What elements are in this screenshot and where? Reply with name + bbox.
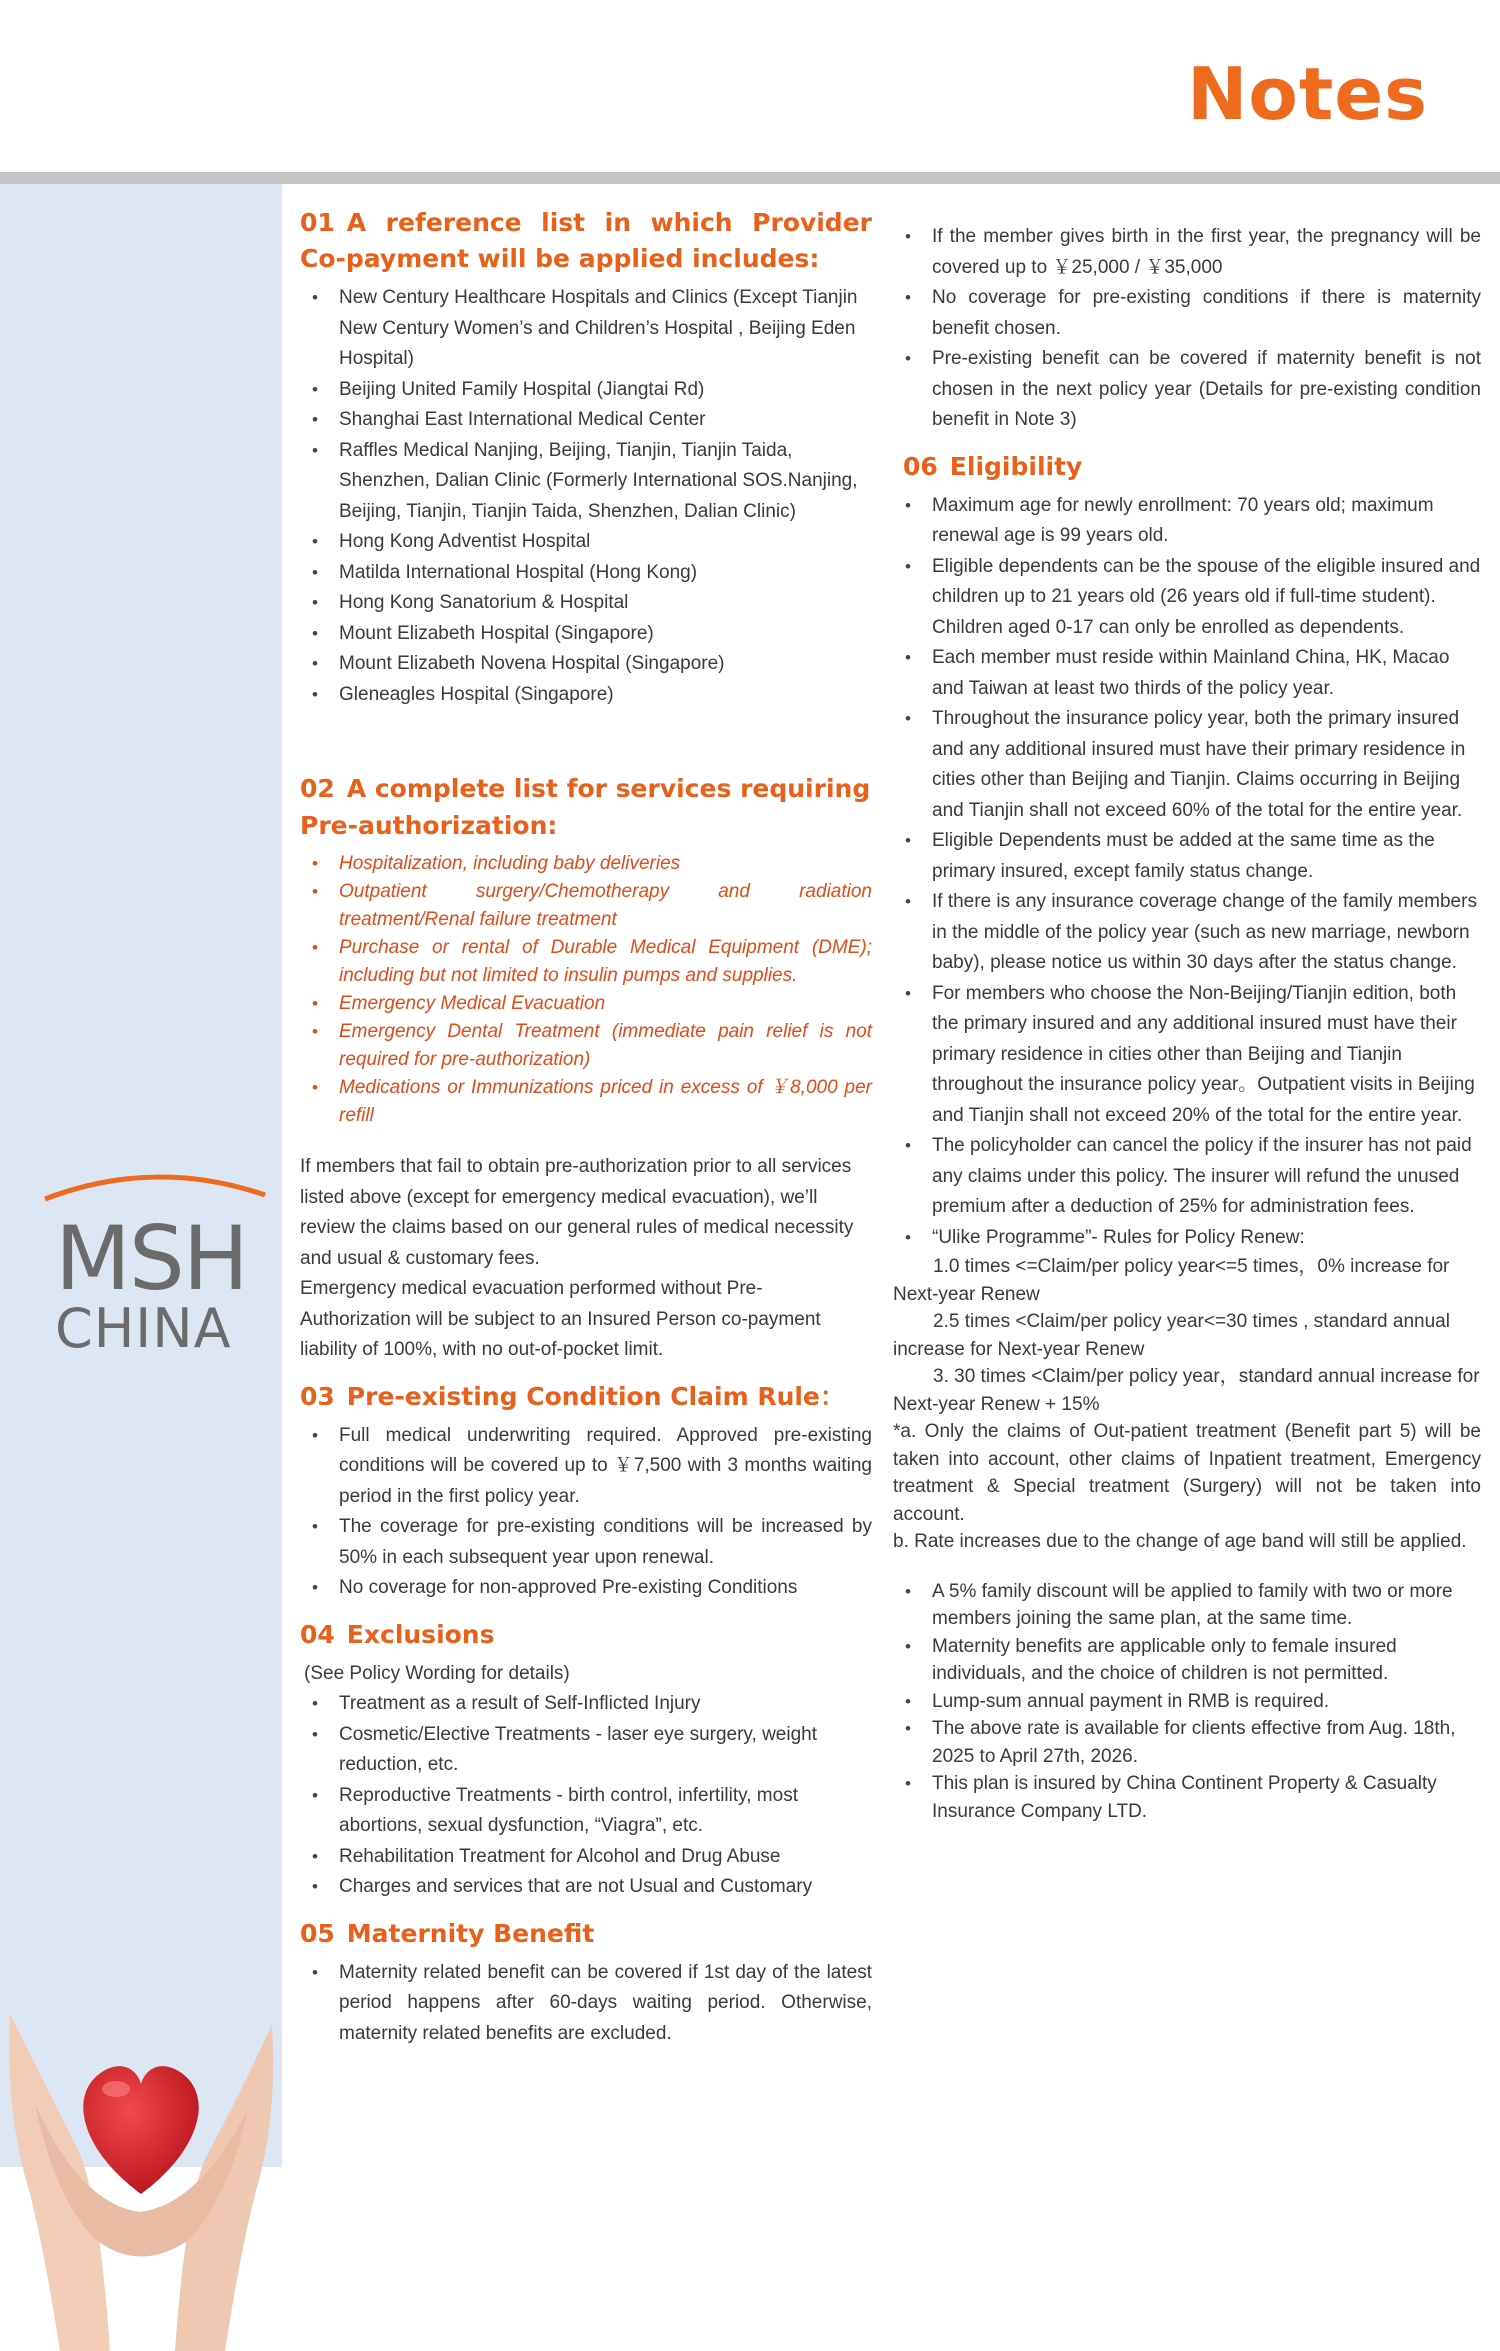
list-item: • The above rate is available for clients effective from Aug. 18th, 2025 to April 27th, 2026. [893, 1715, 1481, 1770]
list-item: • Hospitalization, including baby deliveries [300, 850, 872, 878]
list-item: • Maternity benefits are applicable only to female insured individuals, and the choice of children is not permitted. [893, 1633, 1481, 1688]
maternity-list-part1 [300, 1958, 872, 2050]
list-item: • Maximum age for newly enrollment: 70 years old; maximum renewal age is 99 years old. [893, 491, 1481, 552]
section-title: Eligibility [949, 451, 1083, 481]
list-item: • No coverage for pre-existing conditions if there is maternity benefit chosen. [893, 283, 1481, 344]
renew-rule-2: 2.5 times <Claim/per policy year<=30 times , standard annual increase for Next-year Renew [893, 1311, 1450, 1360]
additional-terms-list [893, 1578, 1481, 1826]
list-item: • If there is any insurance coverage change of the family members in the middle of the policy year (such as new marriage, newborn baby), please notice us within 30 days after the status change. [893, 887, 1481, 979]
section-02-heading [300, 770, 872, 844]
section-title: Exclusions [346, 1619, 495, 1649]
list-item: • Each member must reside within Mainland China, HK, Macao and Taiwan at least two thirds of the policy year. [893, 643, 1481, 704]
list-item: • Full medical underwriting required. Approved pre-existing conditions will be covered up to ￥7,500 with 3 months waiting period in the first policy year. [300, 1421, 872, 1513]
renew-rule-1: 1.0 times <=Claim/per policy year<=5 times，0% increase for Next-year Renew [893, 1256, 1450, 1305]
list-item: • Beijing United Family Hospital (Jiangtai Rd) [300, 375, 872, 406]
section-number: 05 [300, 1918, 335, 1948]
list-item: • Treatment as a result of Self-Inflicted Injury [300, 1689, 872, 1720]
list-item: • New Century Healthcare Hospitals and Clinics (Except Tianjin New Century Women’s and Children’s Hospital , Beijing Eden Hospital) [300, 283, 872, 375]
preexisting-list [300, 1421, 872, 1604]
section-number: 06 [903, 451, 938, 481]
list-item: • Emergency Dental Treatment (immediate pain relief is not required for pre-authorization) [300, 1018, 872, 1074]
msh-china-logo [30, 1169, 260, 1369]
list-item: • Matilda International Hospital (Hong Kong) [300, 558, 872, 589]
header-divider [0, 172, 1500, 184]
section-number: 04 [300, 1619, 335, 1649]
eligibility-list [893, 491, 1481, 1254]
section-06-heading [893, 448, 1481, 485]
list-item: • Cosmetic/Elective Treatments - laser eye surgery, weight reduction, etc. [300, 1720, 872, 1781]
maternity-list-part2 [893, 222, 1481, 436]
section-03-heading [300, 1378, 872, 1415]
section-number: 01 [300, 208, 335, 237]
evacuation-note-paragraph: Emergency medical evacuation performed without Pre-Authorization will be subject to an Insured Person co-payment liability of 100%, with no out-of-pocket limit. [300, 1278, 821, 1360]
list-item: • Emergency Medical Evacuation [300, 990, 872, 1018]
section-title: A reference list in which Provider Co-payment will be applied includes: [300, 208, 872, 273]
list-item: • Pre-existing benefit can be covered if maternity benefit is not chosen in the next policy year (Details for pre-existing condition benefit in Note 3) [893, 344, 1481, 436]
list-item: • Shanghai East International Medical Center [300, 405, 872, 436]
preauth-list [300, 850, 872, 1130]
list-item: • If the member gives birth in the first year, the pregnancy will be covered up to ￥25,000 / ￥35,000 [893, 222, 1481, 283]
list-item: • Eligible dependents can be the spouse of the eligible insured and children up to 21 years old (26 years old if full-time student). Children aged 0-17 can only be enrolled as dependents. [893, 552, 1481, 644]
list-item: • For members who choose the Non-Beijing/Tianjin edition, both the primary insured and any additional insured must have their primary residence in cities other than Beijing and Tianjin throughout the insurance policy year。Outpatient visits in Beijing and Tianjin shall not exceed 20% of the total for the entire year. [893, 979, 1481, 1132]
logo-text-msh: MSH [55, 1207, 247, 1310]
sidebar-panel [0, 184, 282, 2167]
section-01-heading [300, 205, 872, 277]
section-title: A complete list for services requiring Pre-authorization: [300, 774, 871, 840]
renew-rule-3: 3. 30 times <Claim/per policy year，standard annual increase for Next-year Renew + 15% [893, 1366, 1480, 1415]
section-title: Pre-existing Condition Claim Rule： [346, 1381, 845, 1411]
list-item: • Throughout the insurance policy year, both the primary insured and any additional insured must have their primary residence in cities other than Beijing and Tianjin. Claims occurring in Beijing and Tianjin shall not exceed 60% of the total for the entire year. [893, 704, 1481, 826]
renew-note-a: *a. Only the claims of Out-patient treatment (Benefit part 5) will be taken into account, other claims of Inpatient treatment, Emergency treatment & Special treatment (Surgery) will not be taken into account. [893, 1421, 1481, 1525]
list-item: • Medications or Immunizations priced in excess of ￥8,000 per refill [300, 1074, 872, 1130]
list-item: • Eligible Dependents must be added at the same time as the primary insured, except family status change. [893, 826, 1481, 887]
list-item: • The coverage for pre-existing conditions will be increased by 50% in each subsequent year upon renewal. [300, 1512, 872, 1573]
list-item: • Charges and services that are not Usual and Customary [300, 1872, 872, 1903]
logo-text-china: CHINA [55, 1297, 232, 1360]
list-item: • No coverage for non-approved Pre-existing Conditions [300, 1573, 872, 1604]
list-item: • Maternity related benefit can be covered if 1st day of the latest period happens after 60-days waiting period. Otherwise, maternity related benefits are excluded. [300, 1958, 872, 2050]
list-item: • Gleneagles Hospital (Singapore) [300, 680, 872, 711]
list-item: • “Ulike Programme”- Rules for Policy Renew: [893, 1223, 1481, 1254]
list-item: • Hong Kong Sanatorium & Hospital [300, 588, 872, 619]
section-04-heading [300, 1616, 872, 1653]
left-column [300, 205, 872, 2049]
list-item: • Mount Elizabeth Hospital (Singapore) [300, 619, 872, 650]
section-number: 02 [300, 774, 335, 803]
exclusions-note: (See Policy Wording for details) [304, 1662, 570, 1684]
list-item: • This plan is insured by China Continent Property & Casualty Insurance Company LTD. [893, 1770, 1481, 1825]
right-column [893, 222, 1481, 1825]
list-item: • Rehabilitation Treatment for Alcohol and Drug Abuse [300, 1842, 872, 1873]
list-item: • The policyholder can cancel the policy if the insurer has not paid any claims under this policy. The insurer will refund the unused premium after a deduction of 25% for administration fees. [893, 1131, 1481, 1223]
page-title: Notes [1187, 52, 1428, 136]
exclusions-list [300, 1689, 872, 1903]
renew-note-b: b. Rate increases due to the change of age band will still be applied. [893, 1531, 1467, 1552]
section-05-heading [300, 1915, 872, 1952]
list-item: • Hong Kong Adventist Hospital [300, 527, 872, 558]
provider-list [300, 283, 872, 710]
list-item: • Lump-sum annual payment in RMB is required. [893, 1688, 1481, 1716]
section-title: Maternity Benefit [346, 1918, 595, 1948]
list-item: • Raffles Medical Nanjing, Beijing, Tianjin, Tianjin Taida, Shenzhen, Dalian Clinic (Formerly International SOS.Nanjing, Beijing, Tianjin, Tianjin Taida, Shenzhen, Dalian Clinic) [300, 436, 872, 528]
preauth-note-paragraph: If members that fail to obtain pre-authorization prior to all services listed above (except for emergency medical evacuation), we’ll review the claims based on our general rules of medical necessity and usual & customary fees. [300, 1156, 854, 1269]
list-item: • Mount Elizabeth Novena Hospital (Singapore) [300, 649, 872, 680]
logo-arc-icon [40, 1169, 270, 1209]
list-item: • Purchase or rental of Durable Medical Equipment (DME); including but not limited to insulin pumps and supplies. [300, 934, 872, 990]
section-number: 03 [300, 1381, 335, 1411]
list-item: • A 5% family discount will be applied to family with two or more members joining the same plan, at the same time. [893, 1578, 1481, 1633]
hands-holding-heart-icon [0, 1954, 282, 2351]
list-item: • Outpatient surgery/Chemotherapy and radiation treatment/Renal failure treatment [300, 878, 872, 934]
list-item: • Reproductive Treatments - birth control, infertility, most abortions, sexual dysfunction, “Viagra”, etc. [300, 1781, 872, 1842]
